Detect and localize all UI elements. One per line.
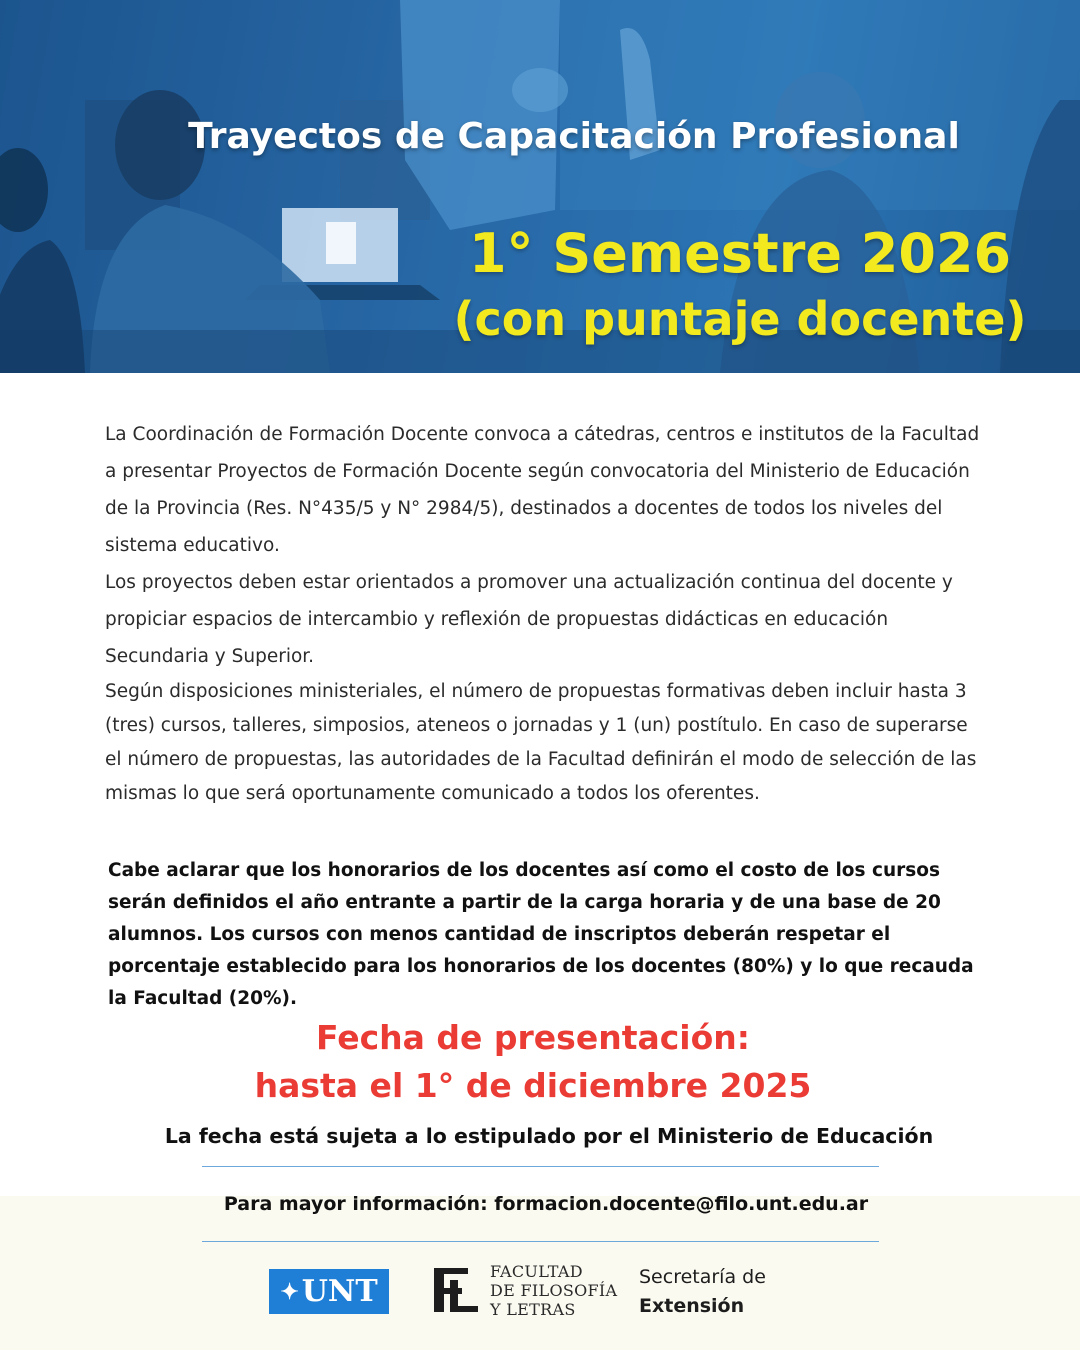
secretaria-line2: Extensión bbox=[639, 1295, 745, 1317]
unt-logo bbox=[269, 1269, 389, 1314]
unt-logo-text: UNT bbox=[301, 1274, 378, 1309]
deadline-label: Fecha de presentación: bbox=[316, 1018, 750, 1057]
call-description bbox=[105, 416, 985, 811]
deadline-date: hasta el 1° de diciembre 2025 bbox=[254, 1066, 812, 1105]
semester-heading: 1° Semestre 2026 bbox=[468, 222, 1012, 285]
paragraph-orientation: Los proyectos deben estar orientados a promover una actualización continua del docente y propiciar espacios de intercambio y reflexión de propuestas didácticas en educación Secundaria y Superior. bbox=[105, 572, 953, 667]
contact-email[interactable]: Para mayor información: formacion.docente@filo.unt.edu.ar bbox=[223, 1193, 869, 1215]
deadline-disclaimer: La fecha está sujeta a lo estipulado por el Ministerio de Educación bbox=[164, 1124, 934, 1148]
divider-bottom bbox=[202, 1241, 879, 1242]
divider-top bbox=[202, 1166, 879, 1167]
ffyl-wordmark bbox=[490, 1262, 617, 1319]
scoring-note-heading: (con puntaje docente) bbox=[453, 292, 1027, 346]
fees-note: Cabe aclarar que los honorarios de los docentes así como el costo de los cursos serán definidos el año entrante a partir de la carga horaria y de una base de 20 alumnos. Los cursos con menos cantidad de inscriptos deberán respetar el porcentaje establecido para los honorarios de los docentes (80%) y lo que recauda la Facultad (20%). bbox=[108, 860, 974, 1009]
paragraph-call: La Coordinación de Formación Docente convoca a cátedras, centros e institutos de la Facultad a presentar Proyectos de Formación Docente según convocatoria del Ministerio de Educación de la Provincia (Res. N°435/5 y N° 2984/5), destinados a docentes de todos los niveles del sistema educativo. bbox=[105, 424, 980, 556]
secretaria-line1: Secretaría de bbox=[639, 1266, 766, 1288]
ffyl-line2: DE FILOSOFÍA bbox=[490, 1281, 618, 1300]
hero-banner bbox=[0, 0, 1080, 373]
ffyl-line1: FACULTAD bbox=[490, 1262, 583, 1281]
hero-title: Trayectos de Capacitación Profesional bbox=[188, 116, 960, 157]
ffyl-line3: Y LETRAS bbox=[490, 1300, 576, 1319]
secretaria-logo bbox=[639, 1263, 766, 1321]
paragraph-limits: Según disposiciones ministeriales, el número de propuestas formativas deben incluir hasta 3 (tres) cursos, talleres, simposios, ateneos o jornadas y 1 (un) postítulo. En caso de superarse el número de propuestas, las autoridades de la Facultad definirán el modo de selección de las mismas lo que será oportunamente comunicado a todos los oferentes. bbox=[105, 681, 977, 804]
star-icon: ✦ bbox=[280, 1278, 299, 1305]
ffyl-monogram-icon bbox=[428, 1262, 484, 1318]
